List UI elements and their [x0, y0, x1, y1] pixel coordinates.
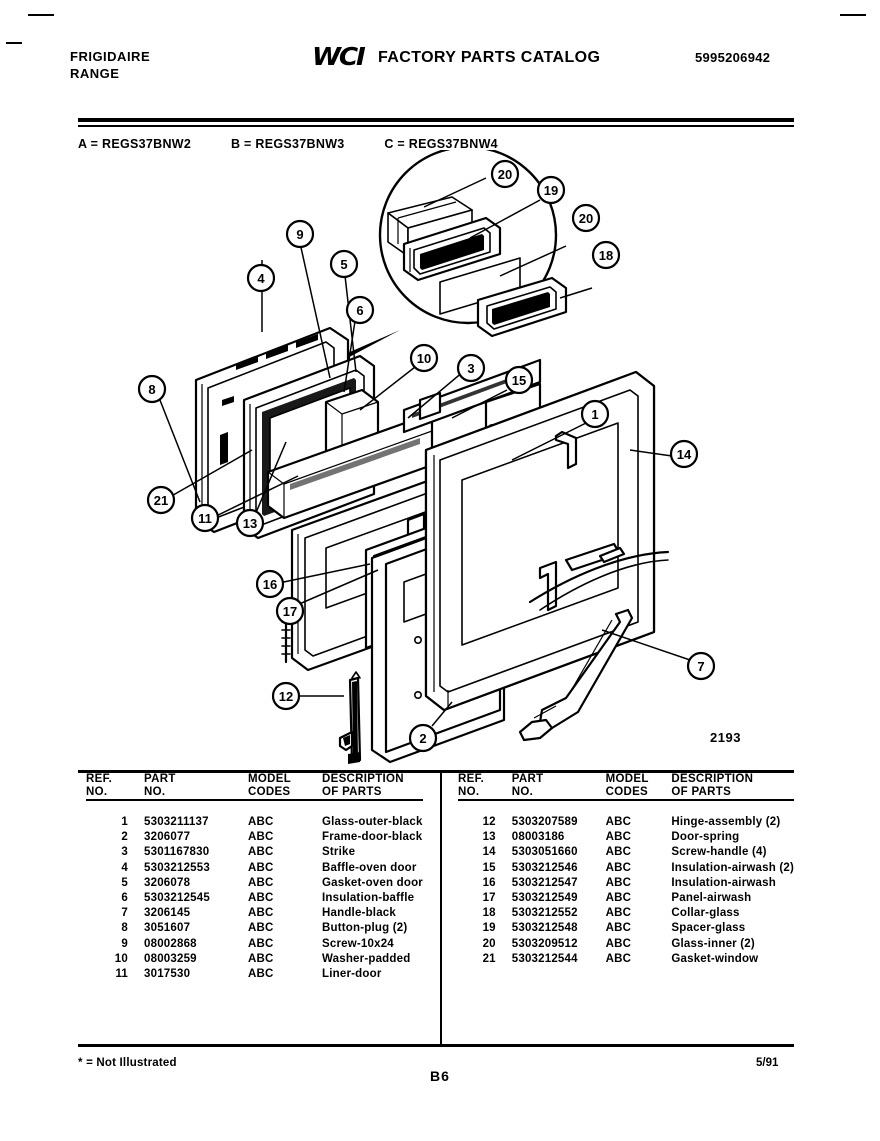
- callout-9: [287, 221, 313, 247]
- cell-model-codes: ABC: [248, 846, 274, 859]
- cell-description: Liner-door: [322, 968, 382, 981]
- cell-ref-no: 11: [115, 968, 128, 981]
- header-model-codes: [248, 773, 322, 799]
- table-row: [86, 876, 423, 891]
- callout-1: [582, 401, 608, 427]
- header-ref-no: [86, 773, 144, 799]
- cell-description: Strike: [322, 846, 356, 859]
- catalog-number: 5995206942: [695, 50, 771, 65]
- callout-8: [139, 376, 165, 402]
- callout-11: [192, 505, 218, 531]
- cell-model-codes: ABC: [248, 968, 274, 981]
- header-spacer-right: [458, 801, 794, 815]
- header-ref-line1: REF.: [86, 773, 113, 785]
- cell-ref-no: 20: [482, 937, 496, 950]
- table-bottom-rule: [78, 1044, 794, 1047]
- table-row: [86, 906, 423, 921]
- model-code-b: B = REGS37BNW3: [230, 137, 345, 151]
- header-ref-no: [458, 773, 512, 799]
- table-row: [86, 845, 423, 860]
- cell-model-codes: ABC: [248, 892, 274, 905]
- wci-logo: WCI: [312, 42, 364, 71]
- table-row: [458, 921, 794, 936]
- cell-part-no: 5303212552: [511, 907, 578, 920]
- cell-part-no: 5303207589: [511, 816, 578, 828]
- page-number: B6: [430, 1068, 450, 1084]
- callout-10: [411, 345, 437, 371]
- callout-5: [331, 251, 357, 277]
- cell-ref-no: 3: [121, 846, 128, 859]
- callout-12: [273, 683, 299, 709]
- table-row: [458, 830, 794, 845]
- svg-text:11: 11: [198, 511, 212, 526]
- brand-block: [70, 48, 150, 82]
- cell-ref-no: 14: [482, 846, 496, 859]
- header-desc-line2: OF PARTS: [671, 786, 732, 798]
- svg-text:20: 20: [497, 167, 513, 182]
- cell-ref-no: 8: [121, 922, 128, 935]
- cell-model-codes: ABC: [605, 876, 632, 889]
- model-code-c: C = REGS37BNW4: [384, 137, 498, 151]
- callout-15: [506, 367, 532, 393]
- cell-model-codes: ABC: [248, 937, 274, 950]
- oven-door-exploded-view-svg: [0, 150, 880, 770]
- cell-model-codes: ABC: [605, 892, 632, 905]
- parts-table-right: [458, 773, 794, 967]
- callout-18: [593, 242, 619, 268]
- svg-text:21: 21: [153, 493, 169, 508]
- cell-description: Button-plug (2): [322, 922, 408, 935]
- header-rule-thin: [78, 125, 794, 127]
- callout-20-lower: [573, 205, 599, 231]
- cell-ref-no: 4: [121, 861, 128, 874]
- svg-text:4: 4: [257, 271, 265, 286]
- callout-14: [671, 441, 697, 467]
- cell-ref-no: 15: [482, 861, 496, 874]
- table-row: [86, 952, 423, 967]
- not-illustrated-note: * = Not Illustrated: [78, 1057, 177, 1069]
- cell-part-no: 08003186: [511, 831, 565, 844]
- crop-mark-top-right: [840, 14, 866, 16]
- svg-text:18: 18: [598, 248, 614, 263]
- model-code-legend: [78, 137, 534, 151]
- figure-number: 2193: [710, 730, 741, 745]
- exploded-diagram: [0, 150, 880, 770]
- cell-part-no: 5303212544: [511, 952, 578, 965]
- brand-name: FRIGIDAIRE: [70, 49, 151, 64]
- svg-text:7: 7: [697, 659, 705, 674]
- callout-16: [257, 571, 283, 597]
- svg-text:8: 8: [148, 382, 156, 397]
- cell-ref-no: 19: [482, 922, 496, 935]
- cell-ref-no: 6: [121, 892, 128, 905]
- catalog-title: FACTORY PARTS CATALOG: [378, 49, 601, 66]
- table-row: [86, 861, 423, 876]
- table-row: [458, 952, 794, 967]
- door-spring-part: [282, 620, 290, 662]
- cell-part-no: 5303212547: [511, 876, 578, 889]
- cell-description: Gasket-oven door: [322, 876, 423, 889]
- svg-text:20: 20: [578, 211, 594, 226]
- cell-ref-no: 13: [482, 831, 496, 844]
- cell-part-no: 3206077: [144, 831, 191, 844]
- cell-part-no: 3017530: [144, 968, 191, 981]
- header-desc-line1: DESCRIPTION: [322, 773, 404, 785]
- table-row: [458, 891, 794, 906]
- header-part-line1: PART: [511, 773, 544, 785]
- callout-3: [458, 355, 484, 381]
- cell-description: Door-spring: [671, 831, 740, 844]
- header-model-line2: CODES: [605, 786, 649, 798]
- callout-19: [538, 177, 564, 203]
- cell-part-no: 5303051660: [511, 846, 578, 859]
- cell-description: Gasket-window: [671, 952, 759, 965]
- cell-ref-no: 18: [482, 907, 496, 920]
- svg-text:9: 9: [296, 227, 304, 242]
- cell-description: Spacer-glass: [671, 922, 746, 935]
- table-header-row: [86, 773, 423, 799]
- svg-text:12: 12: [278, 689, 294, 704]
- table-row: [86, 967, 423, 982]
- cell-model-codes: ABC: [605, 846, 632, 859]
- cell-ref-no: 17: [482, 892, 496, 905]
- cell-part-no: 5303211137: [144, 816, 209, 828]
- callout-20-upper: [492, 161, 518, 187]
- cell-ref-no: 21: [482, 952, 496, 965]
- svg-text:15: 15: [511, 373, 527, 388]
- cell-part-no: 5303212553: [144, 861, 210, 874]
- cell-model-codes: ABC: [605, 816, 632, 828]
- crop-mark-top-left: [28, 14, 54, 16]
- cell-description: Insulation-airwash: [671, 876, 776, 889]
- brand-category: RANGE: [70, 66, 120, 81]
- cell-description: Insulation-airwash (2): [671, 861, 794, 874]
- table-row: [458, 861, 794, 876]
- svg-text:10: 10: [416, 351, 432, 366]
- cell-part-no: 3206145: [144, 907, 191, 920]
- parts-table-left-column: [78, 773, 436, 1044]
- header-rule-thick: [78, 118, 794, 122]
- cell-part-no: 5303212548: [511, 922, 578, 935]
- cell-description: Collar-glass: [671, 907, 740, 920]
- header-model-line2: CODES: [248, 786, 291, 798]
- cell-ref-no: 2: [121, 831, 128, 844]
- cell-ref-no: 12: [482, 816, 496, 828]
- header-spacer-left: [86, 801, 423, 815]
- cell-part-no: 5303209512: [511, 937, 578, 950]
- cell-ref-no: 10: [114, 952, 128, 965]
- cell-part-no: 5303212546: [511, 861, 578, 874]
- callout-4: [248, 265, 274, 291]
- table-row: [86, 891, 423, 906]
- cell-model-codes: ABC: [605, 922, 632, 935]
- cell-model-codes: ABC: [605, 952, 632, 965]
- cell-description: Screw-handle (4): [671, 846, 767, 859]
- parts-table-right-body: [458, 815, 794, 967]
- svg-text:19: 19: [543, 183, 559, 198]
- svg-text:16: 16: [262, 577, 278, 592]
- header-description: [671, 773, 794, 799]
- table-row: [458, 815, 794, 830]
- header-ref-line2: NO.: [458, 786, 480, 798]
- cell-description: Glass-inner (2): [671, 937, 755, 950]
- callout-7: [688, 653, 714, 679]
- header-model-line1: MODEL: [605, 773, 649, 785]
- table-row: [458, 906, 794, 921]
- cell-part-no: 3206078: [144, 876, 191, 889]
- cell-model-codes: ABC: [248, 907, 274, 920]
- cell-part-no: 5301167830: [144, 846, 210, 859]
- table-row: [458, 876, 794, 891]
- crop-mark-left: [6, 42, 22, 44]
- revision-date: 5/91: [756, 1057, 779, 1069]
- callout-21: [148, 487, 174, 513]
- header-description: [322, 773, 423, 799]
- svg-text:14: 14: [676, 447, 692, 462]
- cell-description: Handle-black: [322, 907, 396, 920]
- cell-part-no: 5303212545: [144, 892, 210, 905]
- header-part-no: [144, 773, 248, 799]
- header-model-line1: MODEL: [248, 773, 292, 785]
- parts-table-left: [86, 773, 423, 982]
- header-ref-line2: NO.: [86, 786, 108, 798]
- cell-model-codes: ABC: [605, 861, 632, 874]
- cell-description: Insulation-baffle: [322, 892, 415, 905]
- parts-table: [78, 773, 794, 1044]
- table-row: [86, 815, 423, 830]
- parts-table-left-body: [86, 815, 423, 982]
- cell-model-codes: ABC: [248, 922, 274, 935]
- cell-description: Glass-outer-black: [322, 816, 423, 828]
- cell-model-codes: ABC: [605, 907, 632, 920]
- svg-text:5: 5: [340, 257, 348, 272]
- header-part-line1: PART: [144, 773, 176, 785]
- header-ref-line1: REF.: [458, 773, 485, 785]
- cell-description: Hinge-assembly (2): [671, 816, 781, 828]
- callout-17: [277, 598, 303, 624]
- svg-text:6: 6: [356, 303, 364, 318]
- cell-ref-no: 16: [482, 876, 496, 889]
- cell-ref-no: 7: [121, 907, 128, 920]
- svg-text:1: 1: [591, 407, 599, 422]
- callout-2: [410, 725, 436, 751]
- cell-part-no: 5303212549: [511, 892, 578, 905]
- header-part-line2: NO.: [511, 786, 534, 798]
- header-part-line2: NO.: [144, 786, 166, 798]
- header-desc-line2: OF PARTS: [322, 786, 382, 798]
- svg-text:17: 17: [282, 604, 298, 619]
- svg-text:2: 2: [419, 731, 427, 746]
- svg-text:13: 13: [242, 516, 258, 531]
- cell-part-no: 08002868: [144, 937, 197, 950]
- cell-model-codes: ABC: [605, 937, 632, 950]
- cell-description: Panel-airwash: [671, 892, 752, 905]
- callout-6: [347, 297, 373, 323]
- cell-part-no: 3051607: [144, 922, 191, 935]
- cell-description: Baffle-oven door: [322, 861, 417, 874]
- hinge-assembly-part: [340, 672, 360, 764]
- callout-13: [237, 510, 263, 536]
- cell-model-codes: ABC: [248, 861, 274, 874]
- header-desc-line1: DESCRIPTION: [671, 773, 754, 785]
- table-header-row: [458, 773, 794, 799]
- table-row: [458, 845, 794, 860]
- cell-model-codes: ABC: [248, 952, 274, 965]
- table-row: [458, 937, 794, 952]
- cell-description: Washer-padded: [322, 952, 411, 965]
- svg-text:3: 3: [467, 361, 475, 376]
- model-code-a: A = REGS37BNW2: [78, 137, 192, 151]
- cell-ref-no: 5: [121, 876, 128, 889]
- cell-model-codes: ABC: [248, 876, 274, 889]
- cell-part-no: 08003259: [144, 952, 197, 965]
- cell-model-codes: ABC: [605, 831, 632, 844]
- table-row: [86, 937, 423, 952]
- cell-ref-no: 9: [121, 937, 128, 950]
- table-row: [86, 921, 423, 936]
- cell-description: Screw-10x24: [322, 937, 394, 950]
- cell-model-codes: ABC: [248, 831, 274, 844]
- parts-table-right-column: [436, 773, 794, 1044]
- cell-ref-no: 1: [121, 816, 128, 828]
- header-part-no: [512, 773, 606, 799]
- table-row: [86, 830, 423, 845]
- header-model-codes: [606, 773, 672, 799]
- cell-description: Frame-door-black: [322, 831, 423, 844]
- cell-model-codes: ABC: [248, 816, 274, 828]
